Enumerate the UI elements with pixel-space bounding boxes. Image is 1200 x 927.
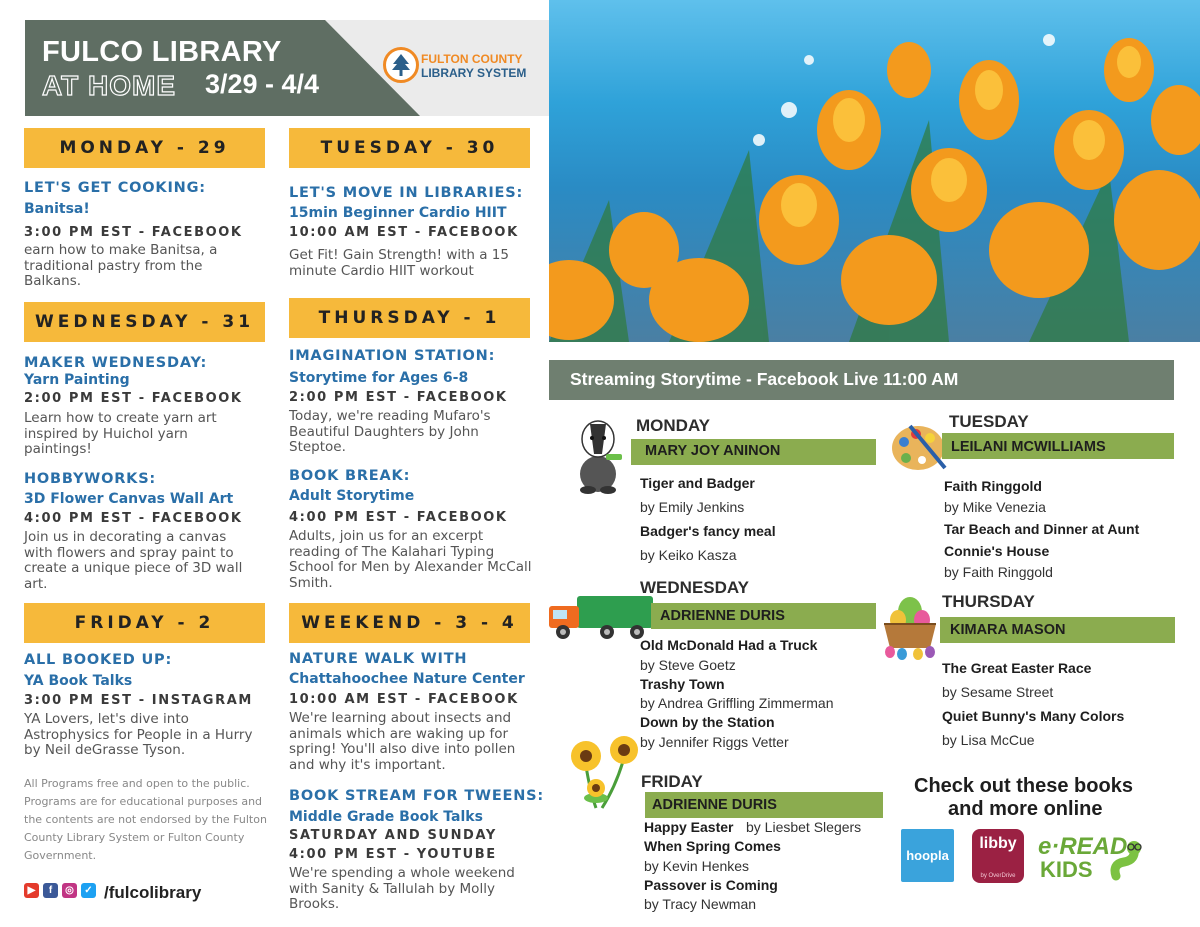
event-heading: LET'S GET COOKING: [24,180,206,196]
event-time: 4:00 PM EST - FACEBOOK [24,511,243,526]
book-title: When Spring Comes [644,838,781,854]
event-description: We're learning about insects and animals which are waking up for spring! You'll also dive into pollen and why it's important. [289,710,516,773]
event-description: Join us in decorating a canvas with flowers and spray paint to create a unique piece of 3D wall art. [24,529,243,592]
book-title: Connie's House [944,543,1050,559]
book-title: The Great Easter Race [942,660,1092,676]
day-header-weekend: WEEKEND - 3 - 4 [289,603,530,643]
event-description: Adults, join us for an excerpt reading of The Kalahari Typing School for Men by Alexander McCall Smith. [289,528,532,591]
event-heading: HOBBYWORKS: [24,471,157,487]
event-time: 3:00 PM EST - FACEBOOK [24,225,243,240]
eread-logo-line1[interactable]: e·READ [1038,833,1128,860]
promo-heading-line2: and more online [948,798,1103,820]
event-time: 10:00 AM EST - FACEBOOK [289,692,519,707]
libby-label: libby [979,835,1017,852]
page-subtitle: AT HOME [42,70,177,101]
event-time: 4:00 PM EST - YOUTUBE [289,847,497,862]
event-subtitle: 3D Flower Canvas Wall Art [24,491,234,507]
event-description: YA Lovers, let's dive into Astrophysics for People in a Hurry by Neil deGrasse Tyson. [24,711,253,758]
storytime-title: Streaming Storytime - Facebook Live 11:00 AM [570,369,959,389]
event-description: earn how to make Banitsa, a traditional pastry from the Balkans. [24,242,218,289]
book-author: by Kevin Henkes [644,858,750,874]
reader-name: LEILANI MCWILLIAMS [951,439,1106,455]
event-heading: LET'S MOVE IN LIBRARIES: [289,185,524,201]
storytime-day: FRIDAY [641,772,703,791]
paint-palette-icon [890,418,948,477]
event-heading: BOOK STREAM FOR TWEENS: [289,788,545,804]
library-tree-logo-icon [383,47,419,83]
event-subtitle: 15min Beginner Cardio HIIT [289,205,507,221]
poppy-flowers-photo [549,0,1200,342]
promo-heading-line1: Check out these books [914,775,1133,797]
logo-text-line2: LIBRARY SYSTEM [421,66,527,80]
book-author: by Tracy Newman [644,896,757,912]
event-subtitle: Chattahoochee Nature Center [289,671,525,687]
event-time: 4:00 PM EST - FACEBOOK [289,510,508,525]
youtube-icon[interactable]: ▶ [24,883,39,898]
event-subtitle: Middle Grade Book Talks [289,809,483,825]
libby-app-icon[interactable] [972,829,1024,883]
event-subtitle: Banitsa! [24,201,90,217]
book-author: by Lisa McCue [942,732,1035,748]
storytime-day: MONDAY [636,416,710,435]
event-heading: NATURE WALK WITH [289,651,468,667]
event-days: SATURDAY AND SUNDAY [289,828,497,843]
event-description: Today, we're reading Mufaro's Beautiful Daughters by John Steptoe. [289,408,491,455]
book-title: Down by the Station [640,714,775,730]
reader-name: ADRIENNE DURIS [652,797,777,813]
social-handle[interactable]: /fulcolibrary [104,883,202,902]
page-title: FULCO LIBRARY [42,36,282,68]
disclaimer: All Programs free and open to the public. Programs are for educational purposes and the contents are not endorsed by the Fulton County Library System or Fulton County Government. [24,777,267,862]
event-subtitle: Yarn Painting [24,372,130,388]
badger-icon [568,414,628,498]
sunflowers-icon [566,736,646,814]
event-description: We're spending a whole weekend with Sanity & Tallulah by Molly Brooks. [289,865,515,912]
reader-name: ADRIENNE DURIS [660,608,785,624]
social-icons [24,883,96,898]
libby-sublabel: by OverDrive [980,873,1016,879]
book-author: by Sesame Street [942,684,1054,700]
event-time: 3:00 PM EST - INSTAGRAM [24,693,253,708]
event-heading: ALL BOOKED UP: [24,652,173,668]
book-author: by Faith Ringgold [944,564,1053,580]
book-author: by Emily Jenkins [640,499,745,515]
event-subtitle: YA Book Talks [24,673,133,689]
facebook-icon[interactable]: f [43,883,58,898]
event-time: 2:00 PM EST - FACEBOOK [24,391,243,406]
storytime-day: THURSDAY [942,592,1035,611]
book-author: by Jennifer Riggs Vetter [640,734,789,750]
storytime-day: TUESDAY [949,412,1029,431]
book-title: Badger's fancy meal [640,523,776,539]
day-header-thursday: THURSDAY - 1 [289,298,530,338]
day-header-monday: MONDAY - 29 [24,128,265,168]
hoopla-app-icon[interactable]: hoopla [901,829,954,882]
reader-name: KIMARA MASON [950,622,1066,638]
event-heading: MAKER WEDNESDAY: [24,355,208,371]
logo-text-line1: FULTON COUNTY [421,52,523,66]
easter-basket-icon [880,594,940,664]
date-range: 3/29 - 4/4 [205,69,320,99]
event-heading: BOOK BREAK: [289,468,411,484]
instagram-icon[interactable]: ◎ [62,883,77,898]
book-title: Faith Ringgold [944,478,1042,494]
bookworm-icon [1110,840,1150,886]
book-title: Quiet Bunny's Many Colors [942,708,1125,724]
book-title: Tiger and Badger [640,475,755,491]
event-description: Get Fit! Gain Strength! with a 15 minute Cardio HIIT workout [289,247,509,279]
event-subtitle: Adult Storytime [289,488,415,504]
book-title: Happy Easter [644,819,734,835]
book-title: Trashy Town [640,676,725,692]
book-author: by Liesbet Slegers [746,819,862,835]
day-header-tuesday: TUESDAY - 30 [289,128,530,168]
book-author: by Mike Venezia [944,499,1046,515]
event-time: 10:00 AM EST - FACEBOOK [289,225,519,240]
book-author: by Steve Goetz [640,657,736,673]
reader-name: MARY JOY ANINON [645,443,781,459]
event-heading: IMAGINATION STATION: [289,348,496,364]
event-description: Learn how to create yarn art inspired by Huichol yarn paintings! [24,410,217,457]
eread-logo-line2[interactable]: KIDS [1040,857,1093,882]
day-header-wednesday: WEDNESDAY - 31 [24,302,265,342]
storytime-day: WEDNESDAY [640,578,749,597]
twitter-icon[interactable]: ✓ [81,883,96,898]
day-header-friday: FRIDAY - 2 [24,603,265,643]
event-subtitle: Storytime for Ages 6-8 [289,370,469,386]
book-title: Passover is Coming [644,877,778,893]
book-author: by Andrea Griffling Zimmerman [640,695,834,711]
event-time: 2:00 PM EST - FACEBOOK [289,390,508,405]
book-author: by Keiko Kasza [640,547,737,563]
book-title: Old McDonald Had a Truck [640,637,818,653]
book-title: Tar Beach and Dinner at Aunt [944,521,1140,537]
